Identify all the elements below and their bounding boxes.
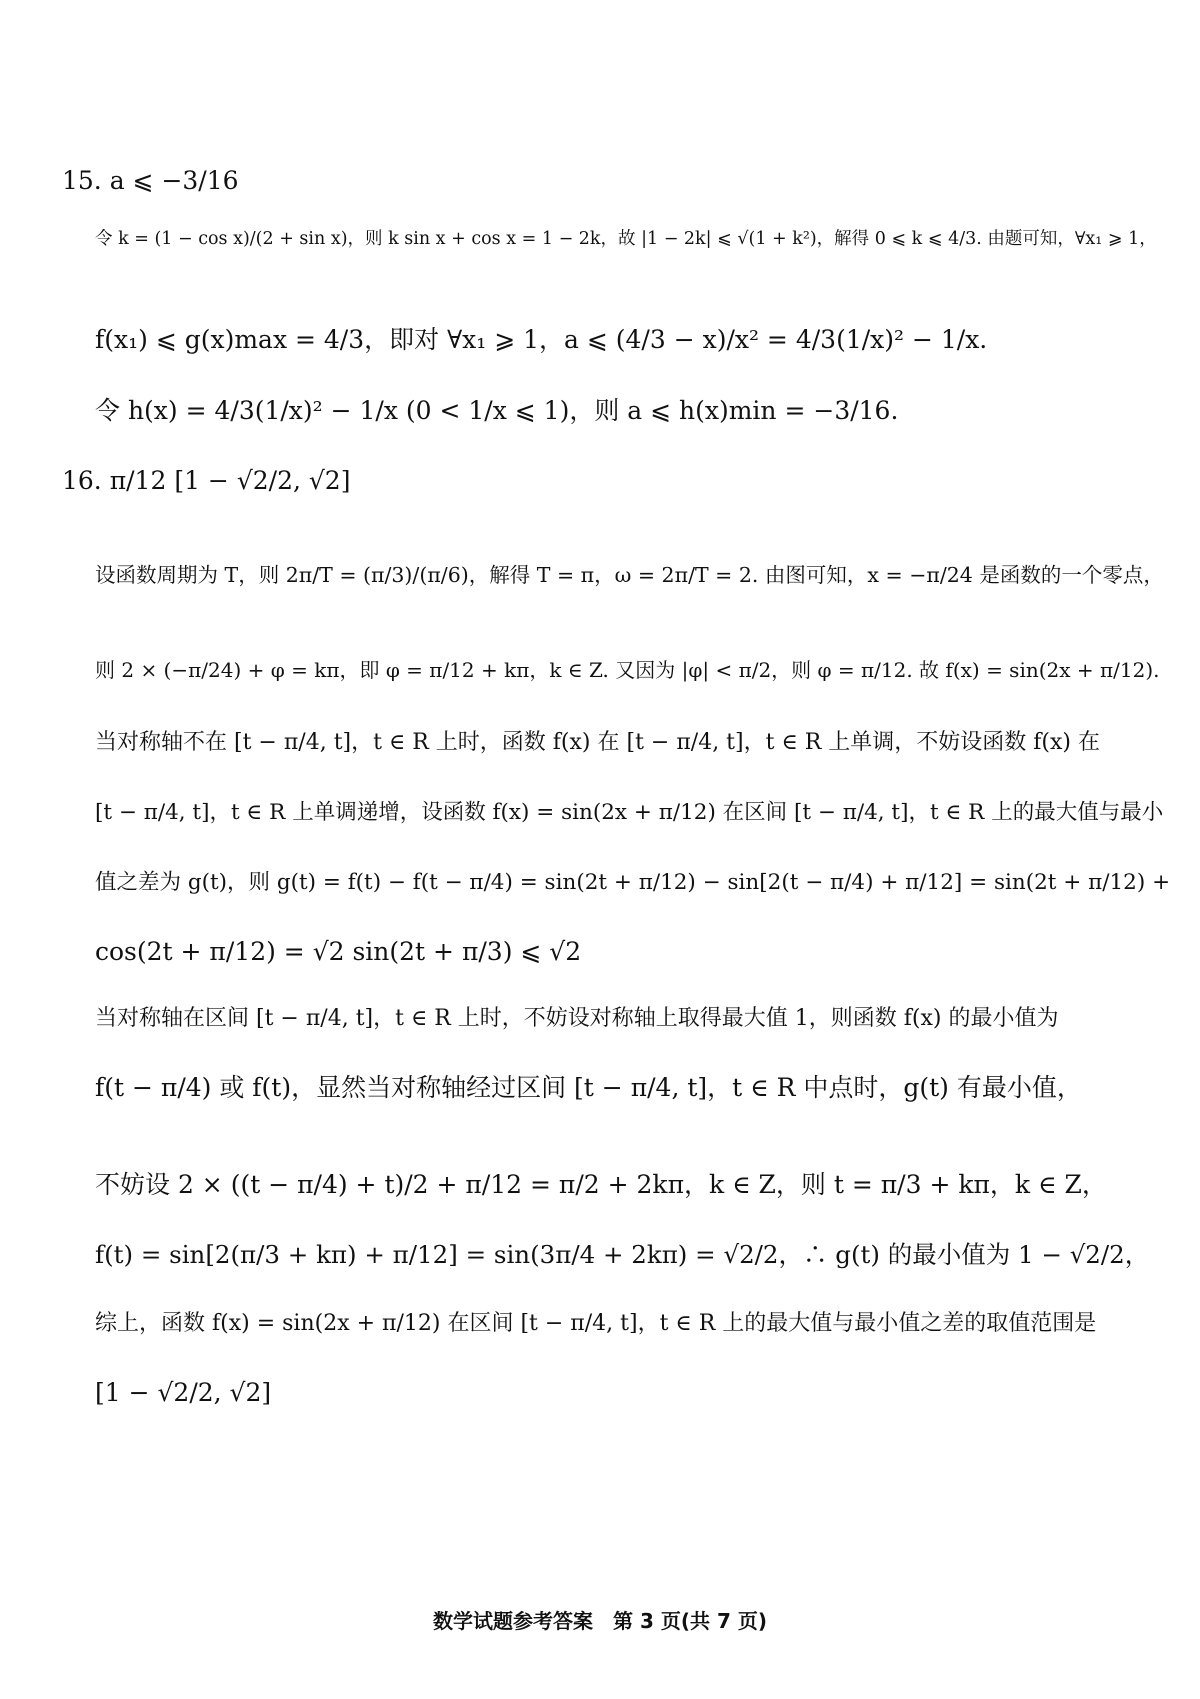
q16-line-5: 值之差为 g(t)，则 g(t) = f(t) − f(t − π/4) = sin(2t + π/12) − sin[2(t − π/4) + π/12] = sin(2t + π/12) + — [95, 870, 1171, 895]
q16-line-8: f(t − π/4) 或 f(t)，显然当对称轴经过区间 [t − π/4, t]，t ∈ R 中点时，g(t) 有最小值， — [95, 1073, 1082, 1102]
q16-line-4: [t − π/4, t]，t ∈ R 上单调递增，设函数 f(x) = sin(2x + π/12) 在区间 [t − π/4, t]，t ∈ R 上的最大值与最小 — [95, 800, 1164, 825]
q15-answer-heading: 15. a ⩽ −3/16 — [62, 166, 239, 195]
q16-line-1: 设函数周期为 T，则 2π/T = (π/3)/(π/6)，解得 T = π，ω = 2π/T = 2. 由图可知，x = −π/24 是函数的一个零点， — [95, 563, 1164, 587]
q16-line-10: f(t) = sin[2(π/3 + kπ) + π/12] = sin(3π/4 + 2kπ) = √2/2，∴ g(t) 的最小值为 1 − √2/2， — [95, 1240, 1150, 1269]
q16-line-11: 综上，函数 f(x) = sin(2x + π/12) 在区间 [t − π/4, t]，t ∈ R 上的最大值与最小值之差的取值范围是 — [95, 1311, 1097, 1336]
q16-line-3: 当对称轴不在 [t − π/4, t]，t ∈ R 上时，函数 f(x) 在 [t − π/4, t]，t ∈ R 上单调，不妨设函数 f(x) 在 — [95, 730, 1100, 755]
q16-line-6: cos(2t + π/12) = √2 sin(2t + π/3) ⩽ √2 — [95, 937, 582, 966]
q15-line-3: 令 h(x) = 4/3(1/x)² − 1/x (0 < 1/x ⩽ 1)，则 a ⩽ h(x)min = −3/16. — [95, 396, 899, 425]
q15-line-1: 令 k = (1 − cos x)/(2 + sin x)，则 k sin x + cos x = 1 − 2k，故 |1 − 2k| ⩽ √(1 + k²)，解得 0 ⩽ k ⩽ 4/3. 由题可知，∀x₁ ⩾ 1， — [95, 229, 1157, 249]
q16-answer-heading: 16. π/12 [1 − √2/2, √2] — [62, 466, 351, 495]
page-footer: 数学试题参考答案 第 3 页(共 7 页) — [433, 1609, 767, 1633]
q16-line-2: 则 2 × (−π/24) + φ = kπ，即 φ = π/12 + kπ，k ∈ Z. 又因为 |φ| < π/2，则 φ = π/12. 故 f(x) = sin(2x + π/12). — [95, 658, 1160, 682]
q16-line-9: 不妨设 2 × ((t − π/4) + t)/2 + π/12 = π/2 + 2kπ，k ∈ Z，则 t = π/3 + kπ，k ∈ Z， — [95, 1170, 1107, 1199]
q16-line-12: [1 − √2/2, √2] — [95, 1378, 272, 1407]
q15-line-2: f(x₁) ⩽ g(x)max = 4/3，即对 ∀x₁ ⩾ 1，a ⩽ (4/3 − x)/x² = 4/3(1/x)² − 1/x. — [95, 325, 988, 354]
q16-line-7: 当对称轴在区间 [t − π/4, t]，t ∈ R 上时，不妨设对称轴上取得最大值 1，则函数 f(x) 的最小值为 — [95, 1006, 1059, 1031]
